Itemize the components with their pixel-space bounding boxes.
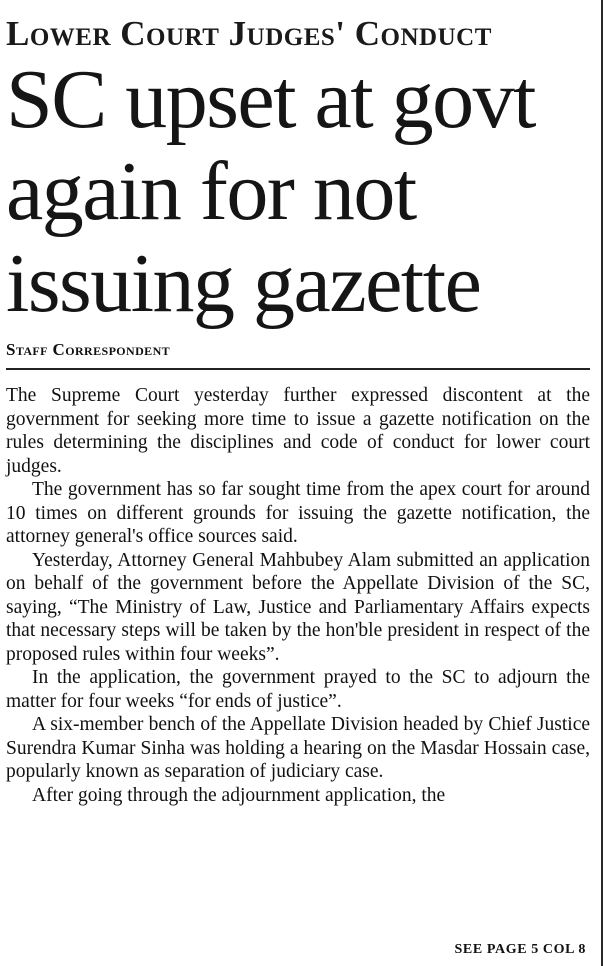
byline-divider (6, 368, 590, 370)
paragraph-3: Yesterday, Attorney General Mahbubey Alam submitted an application on behalf of the government before the Appellate Division of the SC, saying, “The Ministry of Law, Justice and Parliamentary Affairs expects that necessary steps will be taken by the hon'ble president in respect of the proposed rules within four weeks”. (6, 549, 590, 665)
column-rule (601, 0, 603, 966)
article-body (6, 384, 590, 807)
paragraph-5: A six-member bench of the Appellate Division headed by Chief Justice Surendra Kumar Sinha was holding a hearing on the Masdar Hossain case, popularly known as separation of judiciary case. (6, 714, 590, 782)
continued-on-page-link: SEE PAGE 5 COL 8 (454, 942, 586, 957)
article-headline: SC upset at govt again for not issuing gazette (6, 53, 536, 330)
paragraph-6: After going through the adjournment application, the (32, 784, 446, 806)
paragraph-2: The government has so far sought time from the apex court for around 10 times on different grounds for issuing the gazette notification, the attorney general's office sources said. (6, 479, 590, 547)
paragraph-1: The Supreme Court yesterday further expressed discontent at the government for seeking more time to issue a gazette notification on the rules determining the disciplines and code of conduct for lower court judges. (6, 385, 590, 477)
article-byline: Staff Correspondent (6, 340, 171, 359)
article-kicker: Lower Court Judges' Conduct (6, 14, 492, 53)
paragraph-4: In the application, the government prayed to the SC to adjourn the matter for four weeks “for ends of justice”. (6, 667, 590, 712)
